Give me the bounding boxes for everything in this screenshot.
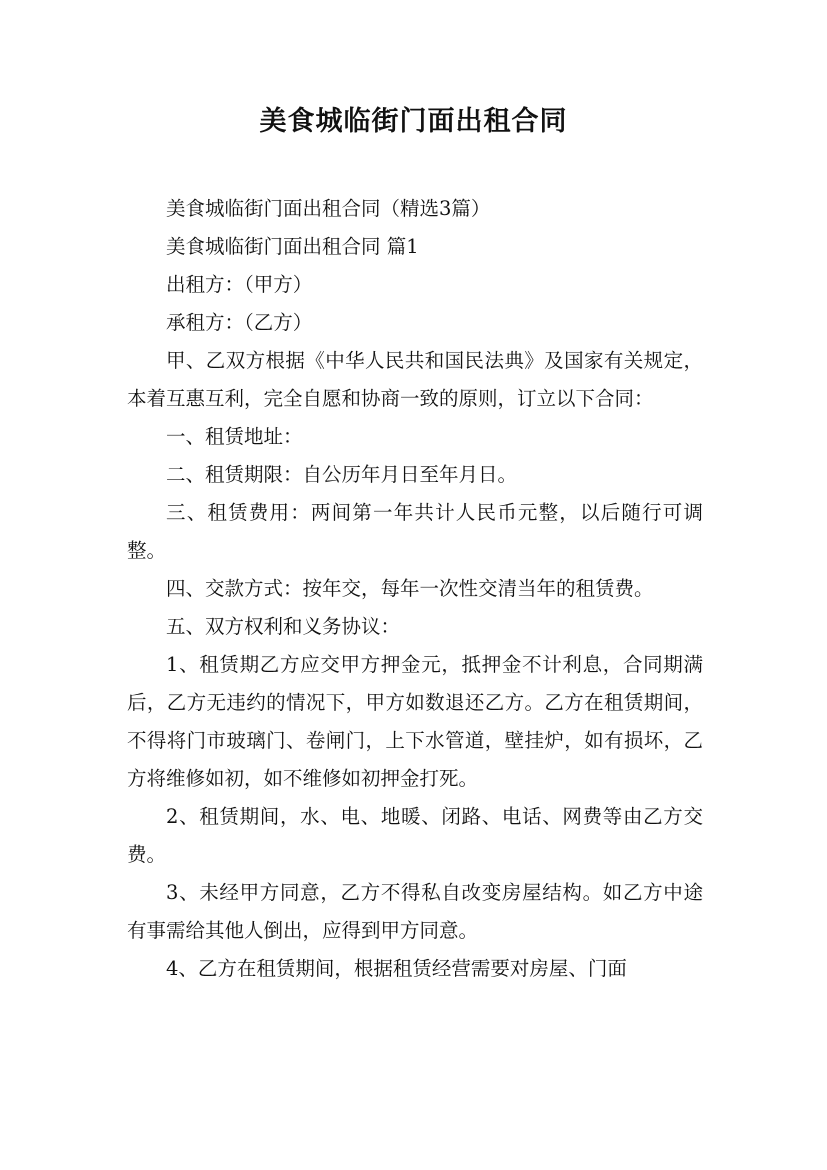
document-body [127, 190, 703, 988]
paragraph-clause-address: 一、租赁地址： [166, 425, 303, 448]
paragraph-clause-term: 二、租赁期限：自公历年月日至年月日。 [166, 463, 518, 486]
paragraph-item-4: 4、乙方在租赁期间，根据租赁经营需要对房屋、门面 [166, 957, 627, 980]
paragraph-lessee: 承租方：（乙方） [166, 311, 313, 334]
paragraph-lessor: 出租方：（甲方） [166, 273, 313, 296]
paragraph-clause-payment: 四、交款方式：按年交，每年一次性交清当年的租赁费。 [166, 577, 654, 600]
paragraph-preamble: 甲、乙双方根据《中华人民共和国民法典》及国家有关规定，本着互惠互利，完全自愿和协商一致的原则，订立以下合同： [127, 349, 703, 410]
paragraph-item-2: 2、租赁期间，水、电、地暖、闭路、电话、网费等由乙方交费。 [127, 805, 703, 866]
paragraph-clause-rights: 五、双方权利和义务协议： [166, 615, 401, 638]
paragraph-section-heading: 美食城临街门面出租合同 篇1 [166, 235, 419, 258]
paragraph-item-3: 3、未经甲方同意，乙方不得私自改变房屋结构。如乙方中途有事需给其他人倒出，应得到甲方同意。 [127, 881, 703, 942]
paragraph-item-1: 1、租赁期乙方应交甲方押金元，抵押金不计利息，合同期满后，乙方无违约的情况下，甲方如数退还乙方。乙方在租赁期间，不得将门市玻璃门、卷闸门，上下水管道，壁挂炉，如有损坏，乙方将维修如初，如不维修如初押金打死。 [127, 653, 703, 790]
paragraph-subtitle: 美食城临街门面出租合同（精选3篇） [166, 197, 491, 220]
paragraph-clause-fee: 三、租赁费用：两间第一年共计人民币元整，以后随行可调整。 [127, 501, 703, 562]
document-title: 美食城临街门面出租合同 [259, 106, 568, 137]
